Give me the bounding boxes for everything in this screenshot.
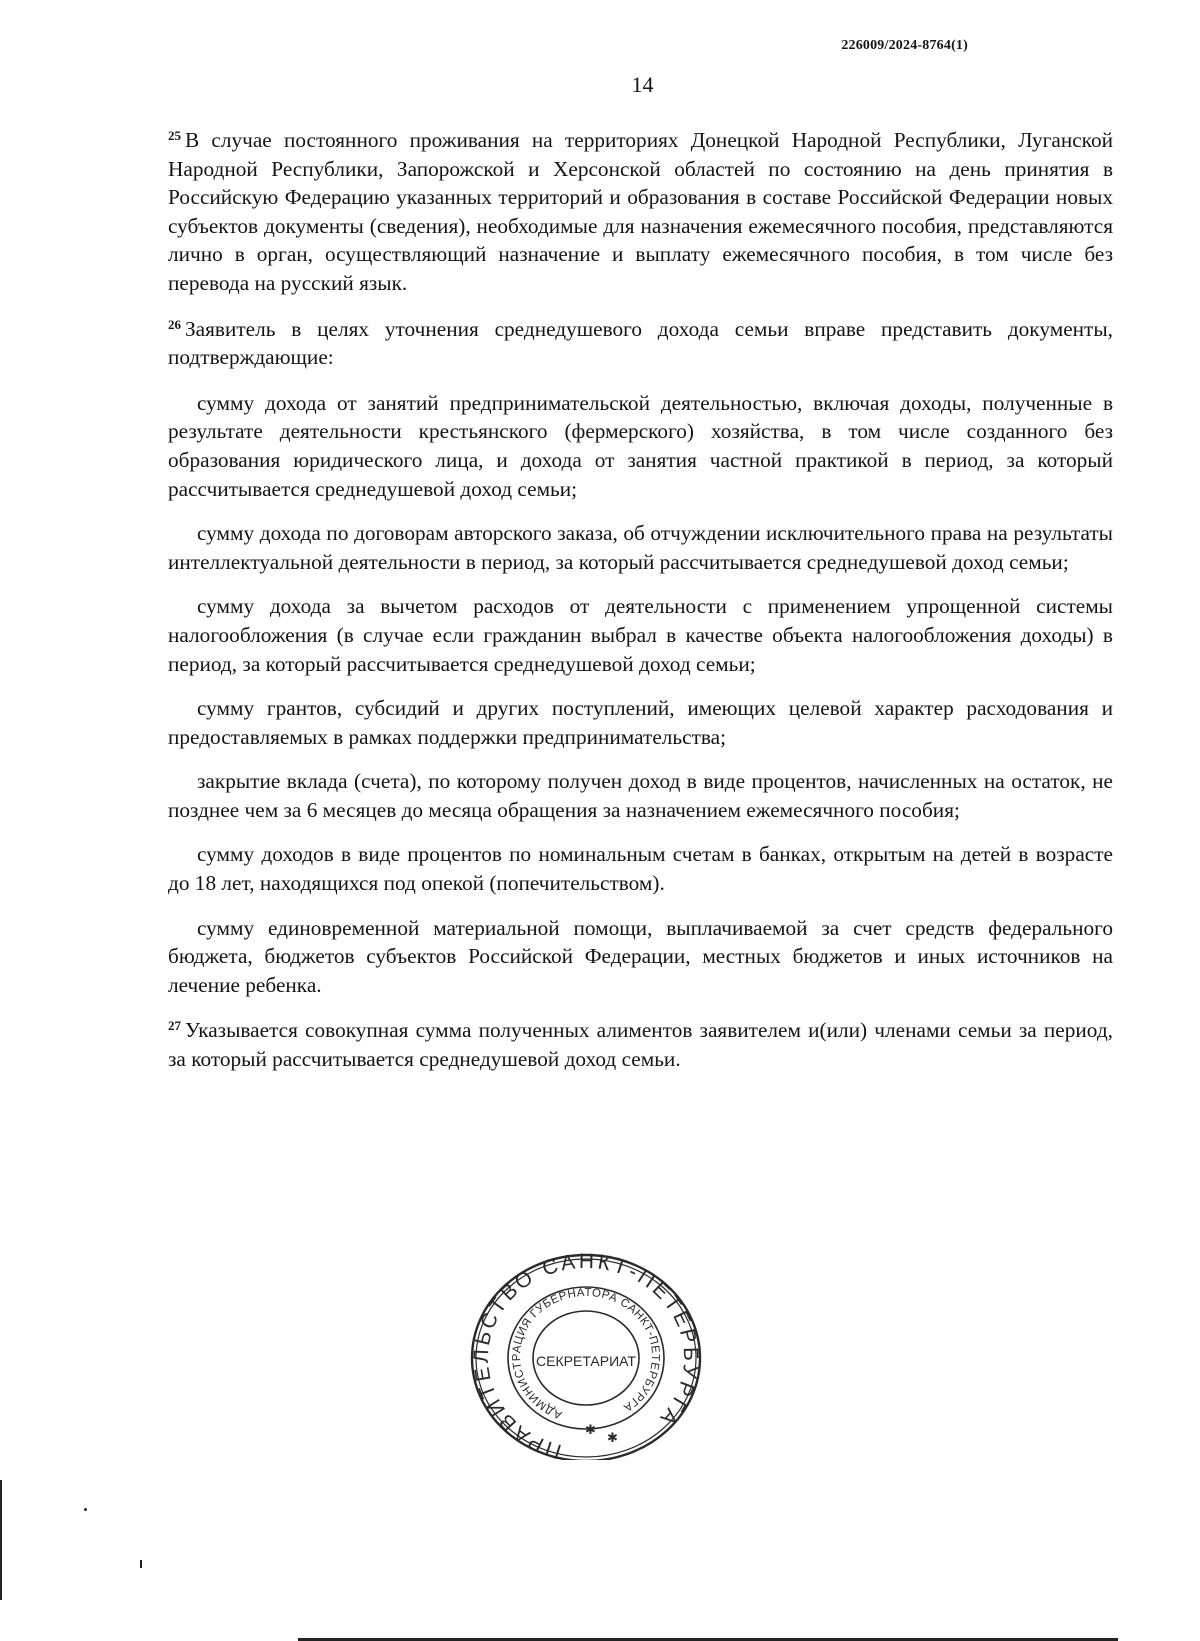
scan-edge-line bbox=[0, 1480, 2, 1600]
footnotes-body bbox=[168, 126, 1113, 1074]
list-item: закрытие вклада (счета), по которому получен доход в виде процентов, начисленных на остаток, не позднее чем за 6 месяцев до месяца обращения за назначением ежемесячного пособия; bbox=[168, 769, 1113, 822]
seal-center-text: СЕКРЕТАРИАТ bbox=[536, 1353, 636, 1369]
star-icon: ✱ bbox=[585, 1423, 596, 1438]
footnote-text: В случае постоянного проживания на территориях Донецкой Народной Республики, Луганской Народной Республики, Запорожской и Херсонской областей по состоянию на день принятия в Российскую Федерацию указанных территорий и образования в составе Российской Федерации новых субъектов документы (сведения), необходимые для назначения ежемесячного пособия, представляются лично в орган, осуществляющий назначение и выплату ежемесячного пособия, в том числе без перевода на русский язык. bbox=[168, 128, 1113, 295]
list-item: сумму грантов, субсидий и других поступлений, имеющих целевой характер расходования и предоставляемых в рамках поддержки предпринимательства; bbox=[168, 696, 1113, 749]
footnote-marker: 26 bbox=[168, 316, 181, 332]
footnote-marker: 27 bbox=[168, 1018, 181, 1034]
footnote-27 bbox=[168, 1016, 1113, 1073]
list-item: сумму дохода по договорам авторского заказа, об отчуждении исключительного права на результаты интеллектуальной деятельности в период, за который рассчитывается среднедушевой доход семьи; bbox=[168, 521, 1113, 574]
scan-speck bbox=[140, 1560, 142, 1568]
seal-outer-text: ПРАВИТЕЛЬСТВО САНКТ-ПЕТЕРБУРГА bbox=[469, 1249, 703, 1460]
footnote-25 bbox=[168, 126, 1113, 298]
list-item: сумму дохода от занятий предпринимательской деятельностью, включая доходы, полученные в результате деятельности крестьянского (фермерского) хозяйства, в том числе созданного без образования юридического лица, и дохода от занятия частной практикой в период, за который рассчитывается среднедушевой доход семьи; bbox=[168, 390, 1113, 501]
star-icon: ✱ bbox=[607, 1431, 618, 1446]
seal-inner-text: АДМИНИСТРАЦИЯ ГУБЕРНАТОРА САНКТ-ПЕТЕРБУРГА bbox=[510, 1286, 662, 1421]
scan-speck bbox=[84, 1508, 87, 1511]
footnote-text: Указывается совокупная сумма полученных алиментов заявителем и(или) членами семьи за период, за который рассчитывается среднедушевой доход семьи. bbox=[168, 1018, 1113, 1072]
footnote-marker: 25 bbox=[168, 128, 181, 143]
official-seal bbox=[467, 1246, 705, 1460]
list-item: сумму единовременной материальной помощи, выплачиваемой за счет средств федерального бюджета, бюджетов субъектов Российской Федерации, местных бюджетов и иных источников на лечение ребенка. bbox=[168, 915, 1113, 997]
list-item: сумму доходов в виде процентов по номинальным счетам в банках, открытым на детей в возрасте до 18 лет, находящихся под опекой (попечительством). bbox=[168, 842, 1113, 896]
page-number: 14 bbox=[631, 72, 654, 97]
document-number: 226009/2024-8764(1) bbox=[841, 38, 968, 53]
list-item: сумму дохода за вычетом расходов от деятельности с применением упрощенной системы налогообложения (в случае если гражданин выбрал в качестве объекта налогообложения доходы) в период, за который рассчитывается среднедушевой доход семьи; bbox=[168, 594, 1113, 676]
footnote-26 bbox=[168, 315, 1113, 372]
footnote-text: Заявитель в целях уточнения среднедушевого дохода семьи вправе представить документы, подтверждающие: bbox=[168, 316, 1113, 370]
